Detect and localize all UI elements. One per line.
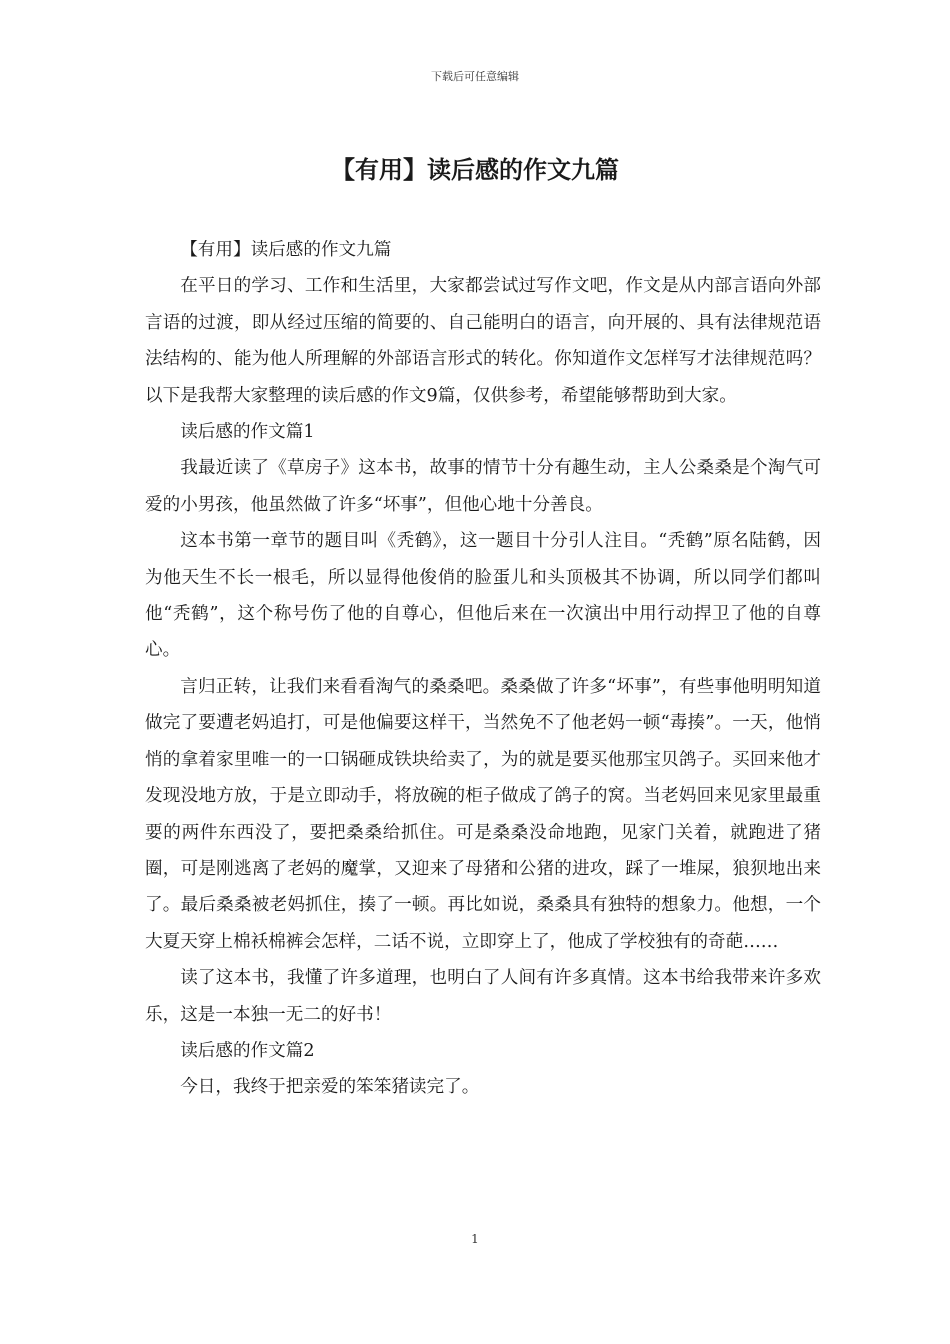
document-title: 【有用】读后感的作文九篇 — [331, 155, 619, 184]
page-header-note: 下载后可任意编辑 — [431, 70, 519, 83]
paragraph-subtitle: 【有用】读后感的作文九篇 — [180, 240, 392, 260]
paragraph: 这本书第一章节的题目叫《秃鹤》，这一题目十分引人注目。“秃鹤”原名陆鹤，因为他天生不长一根毛，所以显得他俊俏的脸蛋儿和头顶极其不协调，所以同学们都叫他“秃鹤”，这个称号伤了他的自尊心，但他后来在一次演出中用行动捍卫了他的自尊心。 — [145, 531, 821, 661]
paragraph: 今日，我终于把亲爱的笨笨猪读完了。 — [180, 1077, 480, 1098]
section-heading-1: 读后感的作文篇1 — [180, 422, 315, 443]
section-heading-2: 读后感的作文篇2 — [180, 1040, 315, 1061]
paragraph: 言归正转，让我们来看看淘气的桑桑吧。桑桑做了许多“坏事”，有些事他明明知道做完了要遭老妈追打，可是他偏要这样干，当然免不了他老妈一顿“毒揍”。一天，他悄悄的拿着家里唯一的一口锅砸成铁块给卖了，为的就是要买他那宝贝鸽子。买回来他才发现没地方放，于是立即动手，将放碗的柜子做成了鸽子的窝。当老妈回来见家里最重要的两件东西没了，要把桑桑给抓住。可是桑桑没命地跑，见家门关着，就跑进了猪圈，可是刚逃离了老妈的魔掌，又迎来了母猪和公猪的进攻，踩了一堆屎，狼狈地出来了。最后桑桑被老妈抓住，揍了一顿。再比如说，桑桑具有独特的想象力。他想，一个大夏天穿上棉袄棉裤会怎样，二话不说，立即穿上了，他成了学校独有的奇葩…… — [145, 676, 821, 952]
paragraph: 读了这本书，我懂了许多道理，也明白了人间有许多真情。这本书给我带来许多欢乐，这是一本独一无二的好书！ — [145, 968, 821, 1025]
paragraph: 我最近读了《草房子》这本书，故事的情节十分有趣生动，主人公桑桑是个淘气可爱的小男孩，他虽然做了许多“坏事”，但他心地十分善良。 — [145, 458, 821, 515]
paragraph-intro: 在平日的学习、工作和生活里，大家都尝试过写作文吧，作文是从内部言语向外部言语的过渡，即从经过压缩的简要的、自己能明白的语言，向开展的、具有法律规范语法结构的、能为他人所理解的外部语言形式的转化。你知道作文怎样写才法律规范吗？以下是我帮大家整理的读后感的作文9篇，仅供参考，希望能够帮助到大家。 — [145, 276, 821, 406]
document-body — [145, 232, 821, 1106]
page-number: 1 — [471, 1232, 479, 1246]
